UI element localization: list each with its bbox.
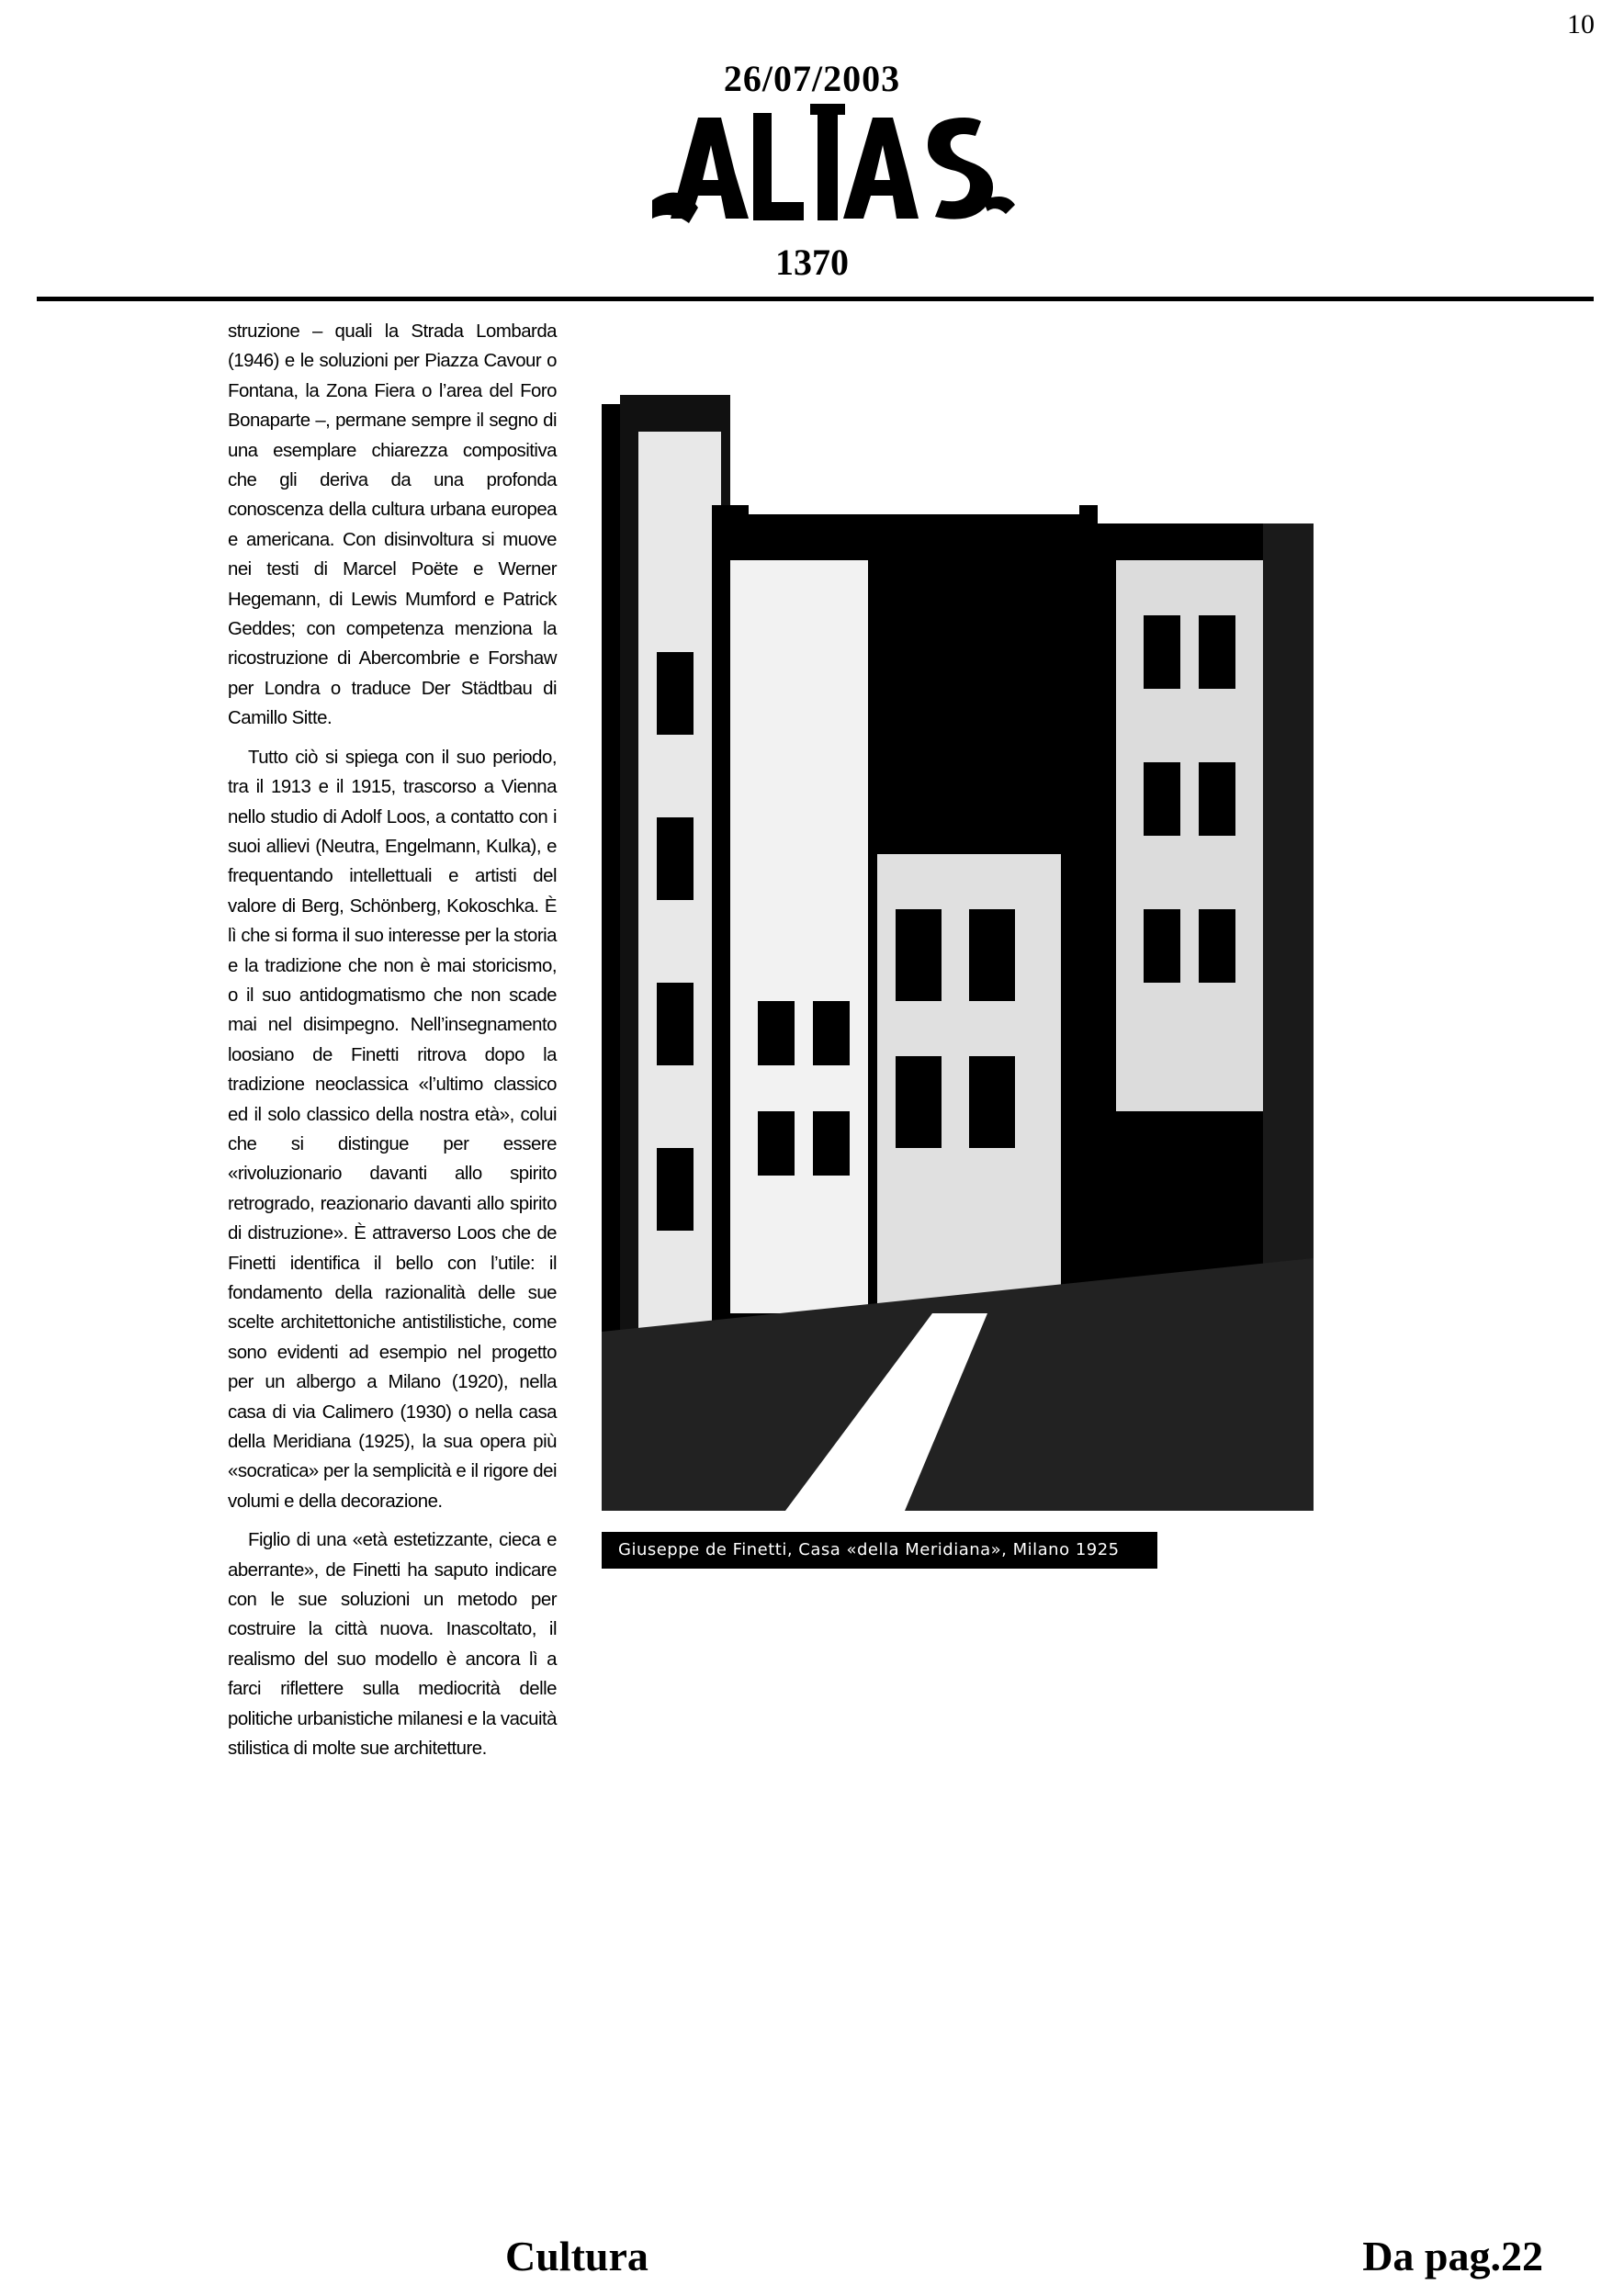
footer-section-name: Cultura [505, 2233, 648, 2279]
article-paragraph: Figlio di una «età estetizzante, cieca e aberrante», de Finetti ha saputo indicare con le sue soluzioni un metodo per costruire la città nuova. Inascoltato, il realismo del suo modello è ancora lì a farci riflettere sulla mediocrità delle politiche urbanistiche milanesi e la vacuità stilistica di molte sue architetture. [228, 1530, 557, 1760]
photo-caption: Giuseppe de Finetti, Casa «della Meridiana», Milano 1925 [602, 1532, 1157, 1569]
building-photo [602, 340, 1314, 1511]
alias-logo [634, 99, 1020, 237]
article-column [228, 317, 557, 1773]
article-paragraph: Tutto ciò si spiega con il suo periodo, tra il 1913 e il 1915, trascorso a Vienna nello studio di Adolf Loos, a contatto con i suoi allievi (Neutra, Engelmann, Kulka), e frequentando intellettuali e artisti del valore di Berg, Schönberg, Kokoschka. È lì che si forma il suo interesse per la storia e la tradizione che non è mai storicismo, o il suo antidogmatismo che non scade mai nel disimpegno. Nell’insegnamento loosiano de Finetti ritrova dopo la tradizione neoclassica «l’ultimo classico ed il solo classico della nostra età», colui che si distingue per essere «rivoluzionario davanti allo spirito retrogrado, reazionario davanti allo spirito di distruzione». È attraverso Loos che de Finetti identifica il bello con l’utile: il fondamento della razionalità delle sue scelte architettoniche antistilistiche, come sono evidenti ad esempio nel progetto per un albergo a Milano (1920), nella casa di via Calimero (1930) o nella casa della Meridiana (1925), la sua opera più «socratica» per la semplicità e il rigore dei volumi e della decorazione. [228, 747, 557, 1512]
masthead-issue-number: 1370 [775, 242, 849, 283]
article-paragraph: struzione – quali la Strada Lombarda (1946) e le soluzioni per Piazza Cavour o Fontana, la Zona Fiera o l’area del Foro Bonaparte –, permane sempre il segno di una esemplare chiarezza compositiva che gli deriva da una profonda conoscenza della cultura urbana europea e americana. Con disinvoltura si muove nei testi di Marcel Poëte e Werner Hegemann, di Lewis Mumford e Patrick Geddes; con competenza menziona la ricostruzione di Abercombrie e Forshaw per Londra o traduce Der Städtbau di Camillo Sitte. [228, 321, 557, 729]
footer-continued-from: Da pag.22 [1362, 2233, 1543, 2279]
building-photo-illustration [602, 340, 1314, 1511]
masthead-date: 26/07/2003 [723, 58, 901, 99]
page-number: 10 [1567, 9, 1595, 39]
header-rule [37, 297, 1594, 301]
